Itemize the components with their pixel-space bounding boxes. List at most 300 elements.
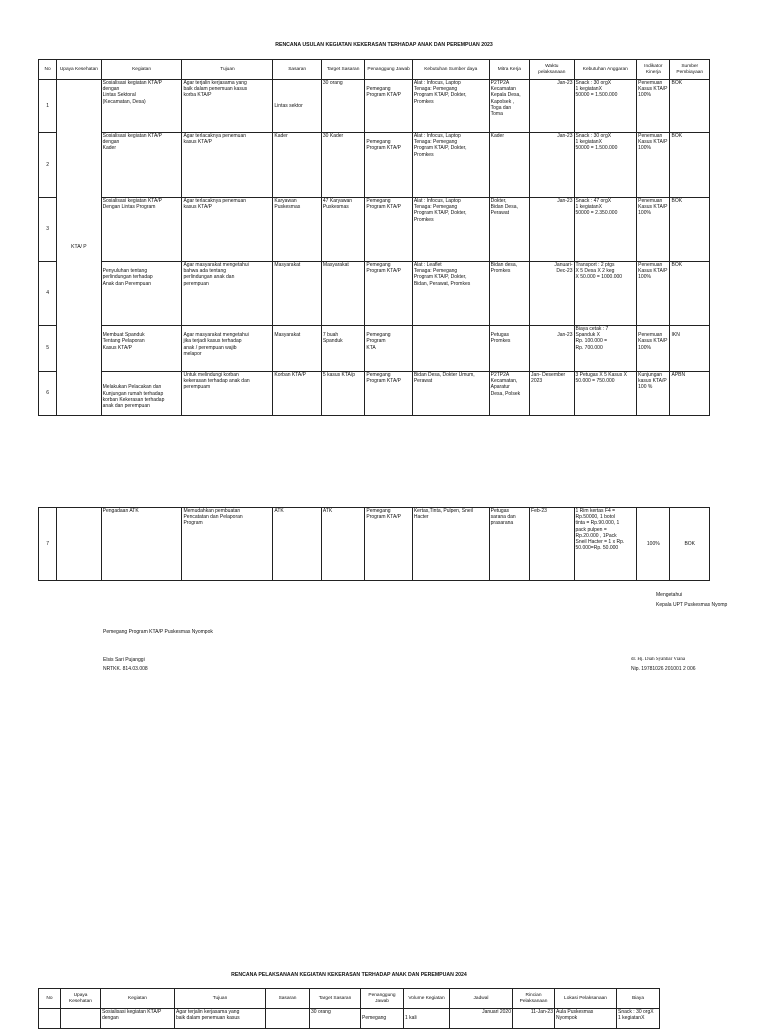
cell-line: Program KTA/P [366, 204, 401, 211]
cell-tujuan [182, 372, 273, 416]
cell-line: BOK [671, 80, 683, 86]
cell-line: Pencatatan dan Pelaporan [183, 514, 243, 521]
cell-line: X 50.000 = 1000.000 [575, 274, 623, 281]
hdr-anggaran: Kebutuhan Anggaran [574, 60, 637, 80]
cell-line: Agar masyarakat mengetahui [183, 262, 249, 268]
cell-line: Alat : Leaflet [413, 262, 442, 268]
cell-line: Lintas Sektoral [102, 92, 136, 99]
cell-tujuan [175, 1009, 266, 1029]
cell-no [39, 133, 57, 198]
holder-name: Elsis Sari Pujanggi [103, 657, 145, 663]
cell-sumber [670, 508, 710, 581]
cell-pj [365, 80, 412, 133]
plan-table [38, 59, 710, 416]
cell-sasaran [273, 508, 322, 581]
cell-line: Korban KTA/P [274, 372, 306, 378]
cell-sumber-daya [412, 198, 489, 262]
cell-line: 11-Jan-23 [530, 1009, 553, 1015]
cell-line: Aparatur [490, 384, 510, 391]
cell-line: Masyarakat [274, 262, 301, 268]
cell-line: APBN [671, 372, 686, 378]
cell-no [39, 372, 57, 416]
cell-line: Toma [490, 111, 503, 118]
cell-pj [365, 508, 412, 581]
cell-line: Kasus KTA/P [102, 344, 133, 351]
cell-line: Spanduk [322, 338, 343, 345]
cell-indikator [637, 198, 670, 262]
cell-line: IKN [671, 332, 680, 339]
cell-line: Pemegang [366, 86, 391, 93]
cell-sumber [670, 133, 710, 198]
cell-tujuan [182, 262, 273, 326]
cell-pj [365, 133, 412, 198]
cell-line: Jan-23 [557, 198, 573, 204]
cell-line: Kader [274, 133, 288, 139]
cell-line: Tenaga: Pemegang [413, 268, 458, 275]
cell-line: Kunjungan rumah terhadap [102, 390, 164, 397]
cell-line: Feb-23 [531, 508, 547, 514]
cell-line: kekerasan terhadap anak dan [183, 378, 250, 385]
cell-line: Transport : 2 ptgs [575, 262, 615, 268]
hdr-lokasi: Lokasi Pelaksanaan [555, 989, 617, 1009]
cell-line: KTA [366, 344, 376, 351]
cell-line: Toga dan [490, 104, 512, 111]
cell-kegiatan [101, 133, 182, 198]
cell-line [414, 326, 488, 332]
cell-line: Agar terlacaknya penemuan [183, 133, 247, 139]
plan-table-continued [38, 507, 710, 581]
holder-title: Pemegang Program KTA/P Puskesmas Nyompok [103, 629, 213, 635]
cell-line: 1 kegiatanX [575, 86, 602, 93]
cell-line: Promkes [413, 216, 434, 223]
cell-line: Puskesmas [322, 204, 349, 211]
holder-nip: NRTKK. 814.03.008 [103, 666, 148, 672]
cell-line: Sosialisasi kegiatan KTA/P [102, 198, 163, 204]
cell-upaya [57, 80, 101, 416]
cell-anggaran [574, 508, 637, 581]
cell-line: 6 [46, 390, 49, 397]
cell-line: baik dalam penemuan kasus [176, 1015, 240, 1022]
cell-line: Sosialisasi kegiatan KTA/P [102, 133, 163, 139]
cell-anggaran [574, 133, 637, 198]
cell-line: Jan-23 [557, 133, 573, 139]
cell-line: Kasus KTA/P [638, 139, 668, 146]
cell-indikator [637, 372, 670, 416]
cell-line: Promkes [413, 151, 434, 158]
cell-mitra [489, 80, 529, 133]
cell-line: Kecamatan [490, 86, 516, 93]
cell-pj [361, 1009, 404, 1029]
cell-line: Bidan desa, [490, 262, 518, 268]
cell-line: Alat : Infocus, Laptop [413, 80, 461, 86]
cell-tujuan [182, 508, 273, 581]
cell-line: Rp.20.000 , 1Pack [575, 532, 617, 539]
cell-line: X 5 Desa X 2 keg [575, 268, 615, 275]
cell-line: Snack : 30 orgX [575, 80, 612, 86]
cell-waktu [530, 372, 574, 416]
cell-tujuan [182, 326, 273, 372]
cell-line: Agar masyarakat mengetahui [183, 332, 249, 339]
cell-line: 50.000=Rp. 50.000 [575, 545, 619, 552]
cell-upaya [61, 1009, 101, 1029]
cell-line: Program [366, 338, 386, 345]
cell-tujuan [182, 80, 273, 133]
cell-line: Sosialisasi kegiatan KTA/P [102, 1009, 162, 1015]
cell-sasaran [273, 133, 322, 198]
cell-no [39, 326, 57, 372]
cell-sumber [670, 198, 710, 262]
cell-mitra [489, 198, 529, 262]
cell-line: dengan [102, 1015, 119, 1022]
cell-line: 100 % [638, 384, 653, 391]
cell-line: 30 orang [322, 80, 343, 86]
cell-line: Januari 2020 [482, 1009, 511, 1015]
cell-rincian [513, 1009, 555, 1029]
cell-line: Biaya cetak : 7 [575, 326, 609, 332]
cell-target [321, 262, 364, 326]
cell-line: Puskesmas [274, 204, 301, 211]
cell-line: Aula Puskesmas [556, 1009, 594, 1015]
table-row [39, 133, 710, 198]
cell-line: Program KTA/P, Dokter, [413, 145, 467, 152]
table-row [39, 198, 710, 262]
cell-line: anak dan perempuan [102, 403, 150, 410]
cell-line: Petugas [490, 508, 509, 514]
hdr-waktu: Waktu pelaksanaan [530, 60, 574, 80]
cell-line: 50000 = 1.500.000 [575, 145, 618, 152]
cell-kegiatan [101, 262, 182, 326]
cell-line: Penemuan [638, 262, 663, 268]
cell-line: Januari- [554, 262, 573, 268]
hdr-upaya: Upaya Kesehatan [61, 989, 101, 1009]
cell-line: 30 orang [311, 1009, 331, 1015]
implementation-table [38, 988, 660, 1029]
hdr-indikator: Indikator Kinerja [637, 60, 670, 80]
impl-header-row [39, 989, 660, 1009]
cell-line: P2TP2A [490, 80, 510, 86]
cell-kegiatan [101, 326, 182, 372]
cell-target [321, 198, 364, 262]
cell-sasaran [266, 1009, 310, 1029]
hdr-upaya: Upaya Kesehatan [57, 60, 101, 80]
hdr-tujuan: Tujuan [182, 60, 273, 80]
cell-indikator [637, 133, 670, 198]
hdr-sumber: Sumber Pembiayaan [670, 60, 710, 80]
cell-target [321, 326, 364, 372]
hdr-pj: Penanggung Jawab [365, 60, 412, 80]
cell-mitra [489, 326, 529, 372]
cell-line: Kader [102, 145, 116, 152]
cell-indikator [637, 262, 670, 326]
cell-line: Program KTA/P [366, 145, 401, 152]
cell-line: Kasus KTA/P [638, 86, 668, 93]
cell-line: 100% [638, 274, 651, 281]
cell-line: Alat : Infocus, Laptop [413, 133, 461, 139]
cell-line: 50000 = 2.350.000 [575, 210, 618, 217]
cell-mitra [489, 262, 529, 326]
cell-line: 47 Karyawan [322, 198, 353, 204]
cell-line: Pemegang [366, 508, 391, 514]
cell-line: Kunjungan [638, 372, 663, 378]
cell-sumber-daya [412, 133, 489, 198]
cell-anggaran [574, 326, 637, 372]
hdr-volume: Volume Kegiatan [404, 989, 450, 1009]
cell-kegiatan [101, 1009, 175, 1029]
implementation-title: RENCANA PELAKSANAAN KEGIATAN KEKERASAN TERHADAP ANAK DAN PEREMPUAN 2024 [231, 972, 467, 978]
cell-anggaran [574, 372, 637, 416]
cell-target [321, 133, 364, 198]
cell-line: Rp.50000, 1 botol [575, 514, 615, 521]
cell-sumber-daya [412, 326, 489, 372]
cell-line: 2023 [531, 378, 543, 385]
cell-line: Agar terjalin kerjasama yang [176, 1009, 240, 1015]
cell-line: Memudahkan pembuatan [183, 508, 241, 514]
table-row [39, 1009, 660, 1029]
cell-line: Karyawan [274, 198, 297, 204]
cell-lokasi [555, 1009, 617, 1029]
cell-line: Program KTA/P [366, 92, 401, 99]
cell-line: Promkes [490, 338, 511, 345]
hdr-no: No [39, 989, 61, 1009]
cell-line: Kasus KTA/P [638, 268, 668, 275]
cell-mitra [489, 372, 529, 416]
cell-line: ATK [274, 508, 284, 514]
approver-nip: Nip. 19781026 201001 2 006 [631, 666, 696, 672]
cell-line: ATK [322, 508, 333, 514]
cell-sasaran [273, 80, 322, 133]
cell-line: 50000 = 1.500.000 [575, 92, 618, 99]
cell-line: Rp. 100.000 = [575, 338, 608, 345]
cell-line: Penemuan [638, 133, 663, 139]
cell-line: 1 Rim kertas F4 = [575, 508, 616, 514]
cell-line: tinta = Rp.90.000, 1 [575, 520, 620, 527]
hdr-mitra: Mitra Kerja [489, 60, 529, 80]
cell-target [321, 508, 364, 581]
cell-line: 4 [46, 290, 49, 297]
cell-line: bahwa ada tentang [183, 268, 227, 275]
cell-line: 50.000 = 750.000 [575, 378, 615, 385]
cell-line: Program KTA/P, Dokter, [413, 92, 467, 99]
cell-line: baik dalam penemuan kasus [183, 86, 248, 93]
cell-line: Tenaga: Pemegang [413, 204, 458, 211]
cell-kegiatan [101, 372, 182, 416]
cell-line: 1 [46, 102, 49, 109]
cell-line: kasus KTA/P [183, 139, 212, 146]
cell-line: 100% [646, 540, 660, 547]
cell-line: (Kecamatan, Desa) [102, 98, 146, 105]
cell-line: Pengadaan ATK [102, 508, 139, 514]
cell-line: Promkes [490, 268, 511, 275]
cell-waktu [530, 198, 574, 262]
hdr-tujuan: Tujuan [175, 989, 266, 1009]
cell-line: BOK [671, 133, 683, 139]
cell-line: Lintas sektor [274, 102, 303, 109]
cell-line: pack pulpen = [575, 526, 607, 533]
cell-line: perlindungan anak dan [183, 274, 235, 281]
cell-mitra [489, 508, 529, 581]
cell-line: korban Kekerasan terhadap [102, 396, 165, 403]
cell-line: korba KTA/P [183, 92, 212, 99]
table-row [39, 262, 710, 326]
cell-no [39, 80, 57, 133]
cell-line: 2 [46, 161, 49, 168]
cell-line: dengan [102, 139, 120, 146]
cell-line: Promkes [413, 98, 434, 105]
cell-waktu [530, 508, 574, 581]
cell-line: Tentang Pelaporan [102, 338, 145, 345]
cell-line: Sneil Hacter = 1 x Rp. [575, 539, 625, 546]
approver-title: Kepala UPT Puskesmas Nyomp [656, 602, 728, 608]
cell-line: anak / perempuan wajib [183, 344, 237, 351]
cell-line: Bidan Desa, Dokter Umum, [413, 372, 475, 378]
hdr-kegiatan: Kegiatan [101, 60, 182, 80]
cell-pj [365, 326, 412, 372]
cell-line: 100% [638, 344, 651, 351]
cell-line: Sosialisasi kegiatan KTA/P [102, 80, 163, 86]
cell-line: Pemegang [362, 1015, 387, 1022]
hdr-sasaran: Sasaran [266, 989, 310, 1009]
cell-sasaran [273, 372, 322, 416]
cell-line: Pemegang [366, 198, 391, 204]
cell-line: Kasus KTA/P [638, 204, 668, 211]
cell-line: KTA/ P [71, 244, 87, 251]
cell-line: Hacter [413, 514, 429, 521]
cell-line: 3 [46, 226, 49, 233]
cell-line: 1 kali [405, 1015, 417, 1022]
cell-waktu [530, 80, 574, 133]
cell-line: Penemuan [638, 198, 663, 204]
cell-target [310, 1009, 361, 1029]
cell-line: Kertas,Tinta, Pulpen, Sneil [413, 508, 473, 514]
table-row [39, 326, 710, 372]
cell-line: Melakukan Pelacakan dan [102, 384, 162, 391]
cell-line: 1 kegiatanX [575, 204, 602, 211]
table-row [39, 80, 710, 133]
cell-line: Dec-23 [556, 268, 573, 275]
cell-no [39, 262, 57, 326]
cell-line: Kecamatan, [490, 378, 518, 385]
cell-line: Pemegang [366, 139, 391, 146]
cell-line: Bidan, Perawat, Promkes [413, 280, 471, 287]
cell-indikator [637, 80, 670, 133]
cell-sumber-daya [412, 80, 489, 133]
cell-line: perlindungan terhadap [102, 274, 153, 281]
cell-sumber-daya [412, 262, 489, 326]
cell-target [321, 80, 364, 133]
hdr-sumber-daya: Kebutuhan Sumber daya [412, 60, 489, 80]
cell-line: 7 buah [322, 332, 339, 339]
cell-line: 5 kasus KTA/p [322, 372, 356, 378]
cell-line: Masyarakat [274, 332, 301, 339]
cell-indikator [637, 326, 670, 372]
cell-target [321, 372, 364, 416]
cell-line: Agar terjalin kerjasama yang [183, 80, 247, 86]
cell-sasaran [273, 326, 322, 372]
cell-line: 1 kegiatanX [575, 139, 602, 146]
cell-line: Penemuan [638, 332, 663, 339]
cell-line: Snack : 30 orgX [575, 133, 612, 139]
cell-sumber [670, 372, 710, 416]
cell-tujuan [182, 198, 273, 262]
cell-line: Agar terlacaknya penemuan [183, 198, 247, 204]
hdr-target: Target Sasaran [310, 989, 361, 1009]
cell-line: jika terjadi kasus terhadap [183, 338, 242, 345]
cell-line: P2TP2A [490, 372, 510, 378]
cell-line: BOK [684, 540, 696, 547]
cell-line: Program KTA/P [366, 378, 401, 385]
cell-line: Nyompok [556, 1015, 578, 1022]
cell-line: Tenaga: Pemegang [413, 139, 458, 146]
cell-line: 3 Petugas X 5 Kasus X [575, 372, 627, 378]
cell-kegiatan [101, 508, 182, 581]
cell-waktu [530, 326, 574, 372]
cell-line: perempuan [183, 280, 209, 287]
cell-anggaran [574, 80, 637, 133]
approver-name: dr. Hj. Diah Syahbar Viana [631, 657, 686, 662]
cell-line: Petugas [490, 332, 509, 339]
cell-indikator [637, 508, 670, 581]
cell-line: BOK [671, 198, 683, 204]
cell-line: kasus KTA/P [638, 378, 667, 385]
cell-line: 30 Kader [322, 133, 344, 139]
hdr-kegiatan: Kegiatan [101, 989, 175, 1009]
cell-line: Rp. 700.000 [575, 344, 603, 351]
cell-line: Snack : 30 orgX [618, 1009, 654, 1015]
cell-line: melapor [183, 350, 202, 357]
cell-no [39, 1009, 61, 1029]
cell-line: Pemegang [366, 332, 391, 339]
cell-jadwal [450, 1009, 513, 1029]
cell-anggaran [574, 198, 637, 262]
hdr-jadwal: Jadwal [450, 989, 513, 1009]
plan-title: RENCANA USULAN KEGIATAN KEKERASAN TERHADAP ANAK DAN PEREMPUAN 2023 [275, 42, 493, 48]
cell-line: Snack : 47 orgX [575, 198, 612, 204]
cell-line: Program KTA/P, Dokter, [413, 274, 467, 281]
cell-waktu [530, 262, 574, 326]
cell-pj [365, 372, 412, 416]
cell-kegiatan [101, 198, 182, 262]
cell-line: sarana dan [490, 514, 516, 521]
cell-line: BOK [671, 262, 683, 268]
cell-line: 100% [638, 92, 651, 99]
approval-label: Mengetahui [656, 592, 683, 598]
cell-sumber [670, 326, 710, 372]
cell-sasaran [273, 198, 322, 262]
hdr-no: No [39, 60, 57, 80]
cell-line: Kader [490, 133, 504, 139]
cell-line: kasus KTA/P [183, 204, 212, 211]
cell-pj [365, 198, 412, 262]
cell-line: Dokter, [490, 198, 507, 204]
hdr-pj: Penanggung Jawab [361, 989, 404, 1009]
cell-line: Dengan Lintas Program [102, 204, 156, 211]
cell-line: Program KTA/P, Dokter, [413, 210, 467, 217]
cell-mitra [489, 133, 529, 198]
cell-line: Alat : Infocus, Laptop [413, 198, 461, 204]
cell-line: Jan-23 [557, 80, 573, 86]
cell-sasaran [273, 262, 322, 326]
cell-line: Untuk melindungi korban [183, 372, 239, 378]
hdr-biaya: Biaya [617, 989, 660, 1009]
cell-line: perempuam [183, 384, 211, 391]
cell-line: Pemegang [366, 262, 391, 268]
cell-line: 100% [638, 210, 651, 217]
cell-line: 1 kegiatanX [618, 1015, 645, 1022]
cell-line: Program KTA/P [366, 268, 401, 275]
cell-line: Pemegang [366, 372, 391, 378]
cell-line: Kepala Desa, [490, 92, 521, 99]
cell-sumber [670, 80, 710, 133]
